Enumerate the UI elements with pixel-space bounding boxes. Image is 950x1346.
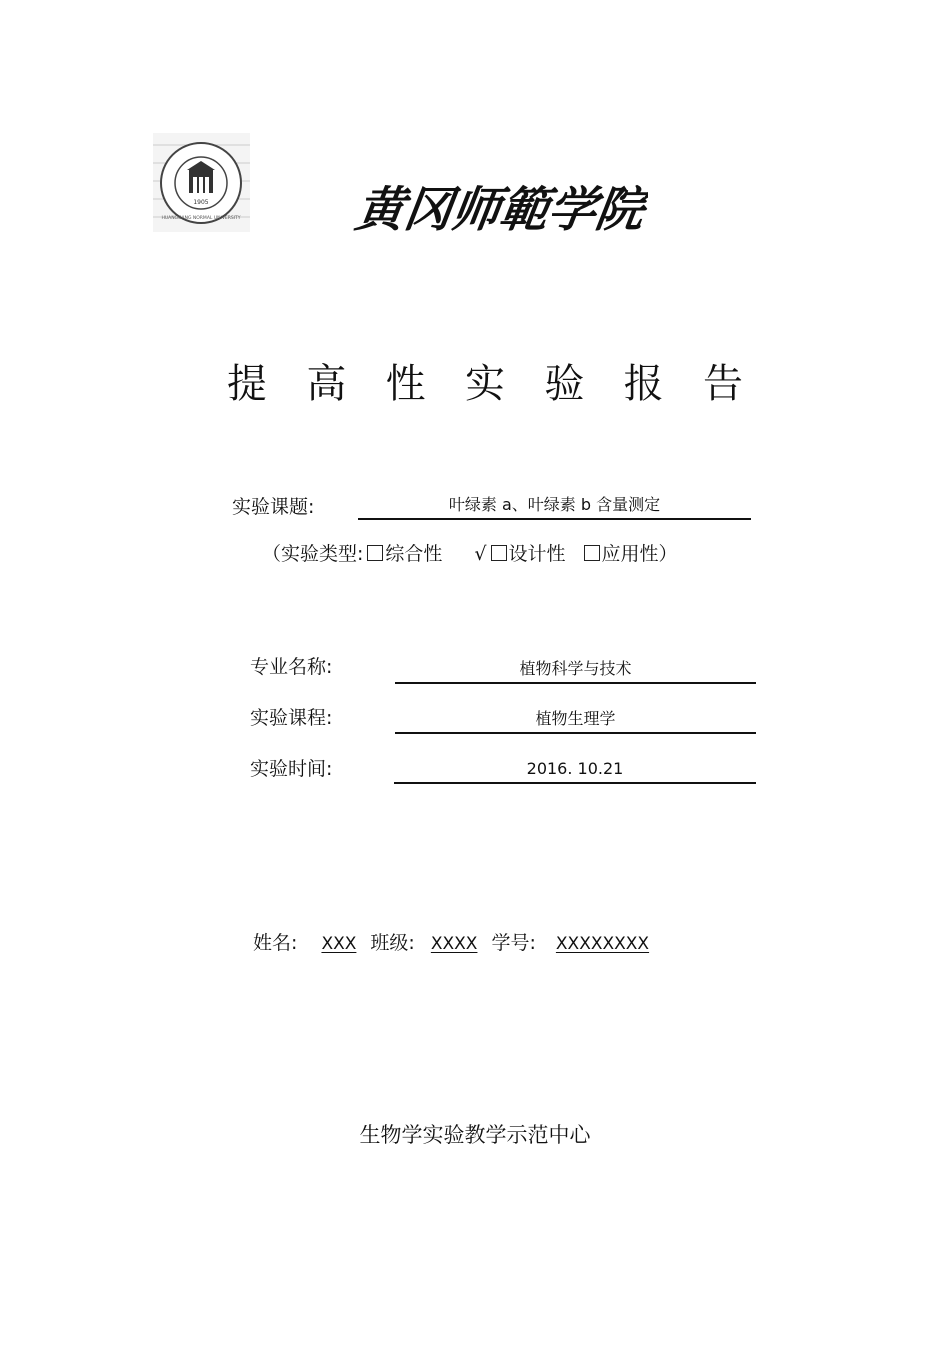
course-label: 实验课程: [250,707,333,729]
university-seal-logo [153,133,250,232]
option-comprehensive-label: 综合性 [385,543,443,565]
course-value: 植物生理学 [395,706,756,734]
class-value: XXXX [430,934,478,954]
checkbox-applied[interactable] [584,545,600,561]
experiment-type-prefix: （实验类型: [262,543,364,565]
major-value: 植物科学与技术 [395,656,756,684]
id-label: 学号: [491,932,536,954]
time-value: 2016. 10.21 [394,756,756,784]
teaching-center-name: 生物学实验教学示范中心 [359,1123,591,1147]
student-info-row [253,930,659,957]
title-char: 高 [306,361,347,407]
seal-ring-text: HUANGGANG NORMAL UNIVERSITY [161,216,241,221]
checkbox-design[interactable] [491,545,507,561]
topic-value: 叶绿素 a、叶绿素 b 含量测定 [358,492,751,520]
name-label: 姓名: [253,932,298,954]
title-char: 性 [385,361,426,407]
topic-label: 实验课题: [232,496,315,518]
checkbox-comprehensive[interactable] [367,545,383,561]
option-applied-label: 应用性） [601,543,678,565]
title-char: 报 [623,361,664,407]
name-value: XXX [321,934,357,954]
experiment-type-row [262,541,678,567]
id-value: XXXXXXXX [555,934,650,954]
title-char: 实 [464,361,505,407]
title-char: 验 [544,361,585,407]
class-label: 班级: [370,932,415,954]
report-title [225,356,745,412]
university-name-calligraphy [348,168,648,246]
time-label: 实验时间: [250,758,333,780]
option-design-label: 设计性 [508,543,566,565]
title-char: 提 [227,361,267,407]
calligraphy-text: 黄冈师範学院 [352,182,648,238]
check-mark: √ [474,543,487,565]
title-char: 告 [702,361,743,407]
major-label: 专业名称: [250,656,333,678]
seal-year-text: 1905 [193,199,209,206]
